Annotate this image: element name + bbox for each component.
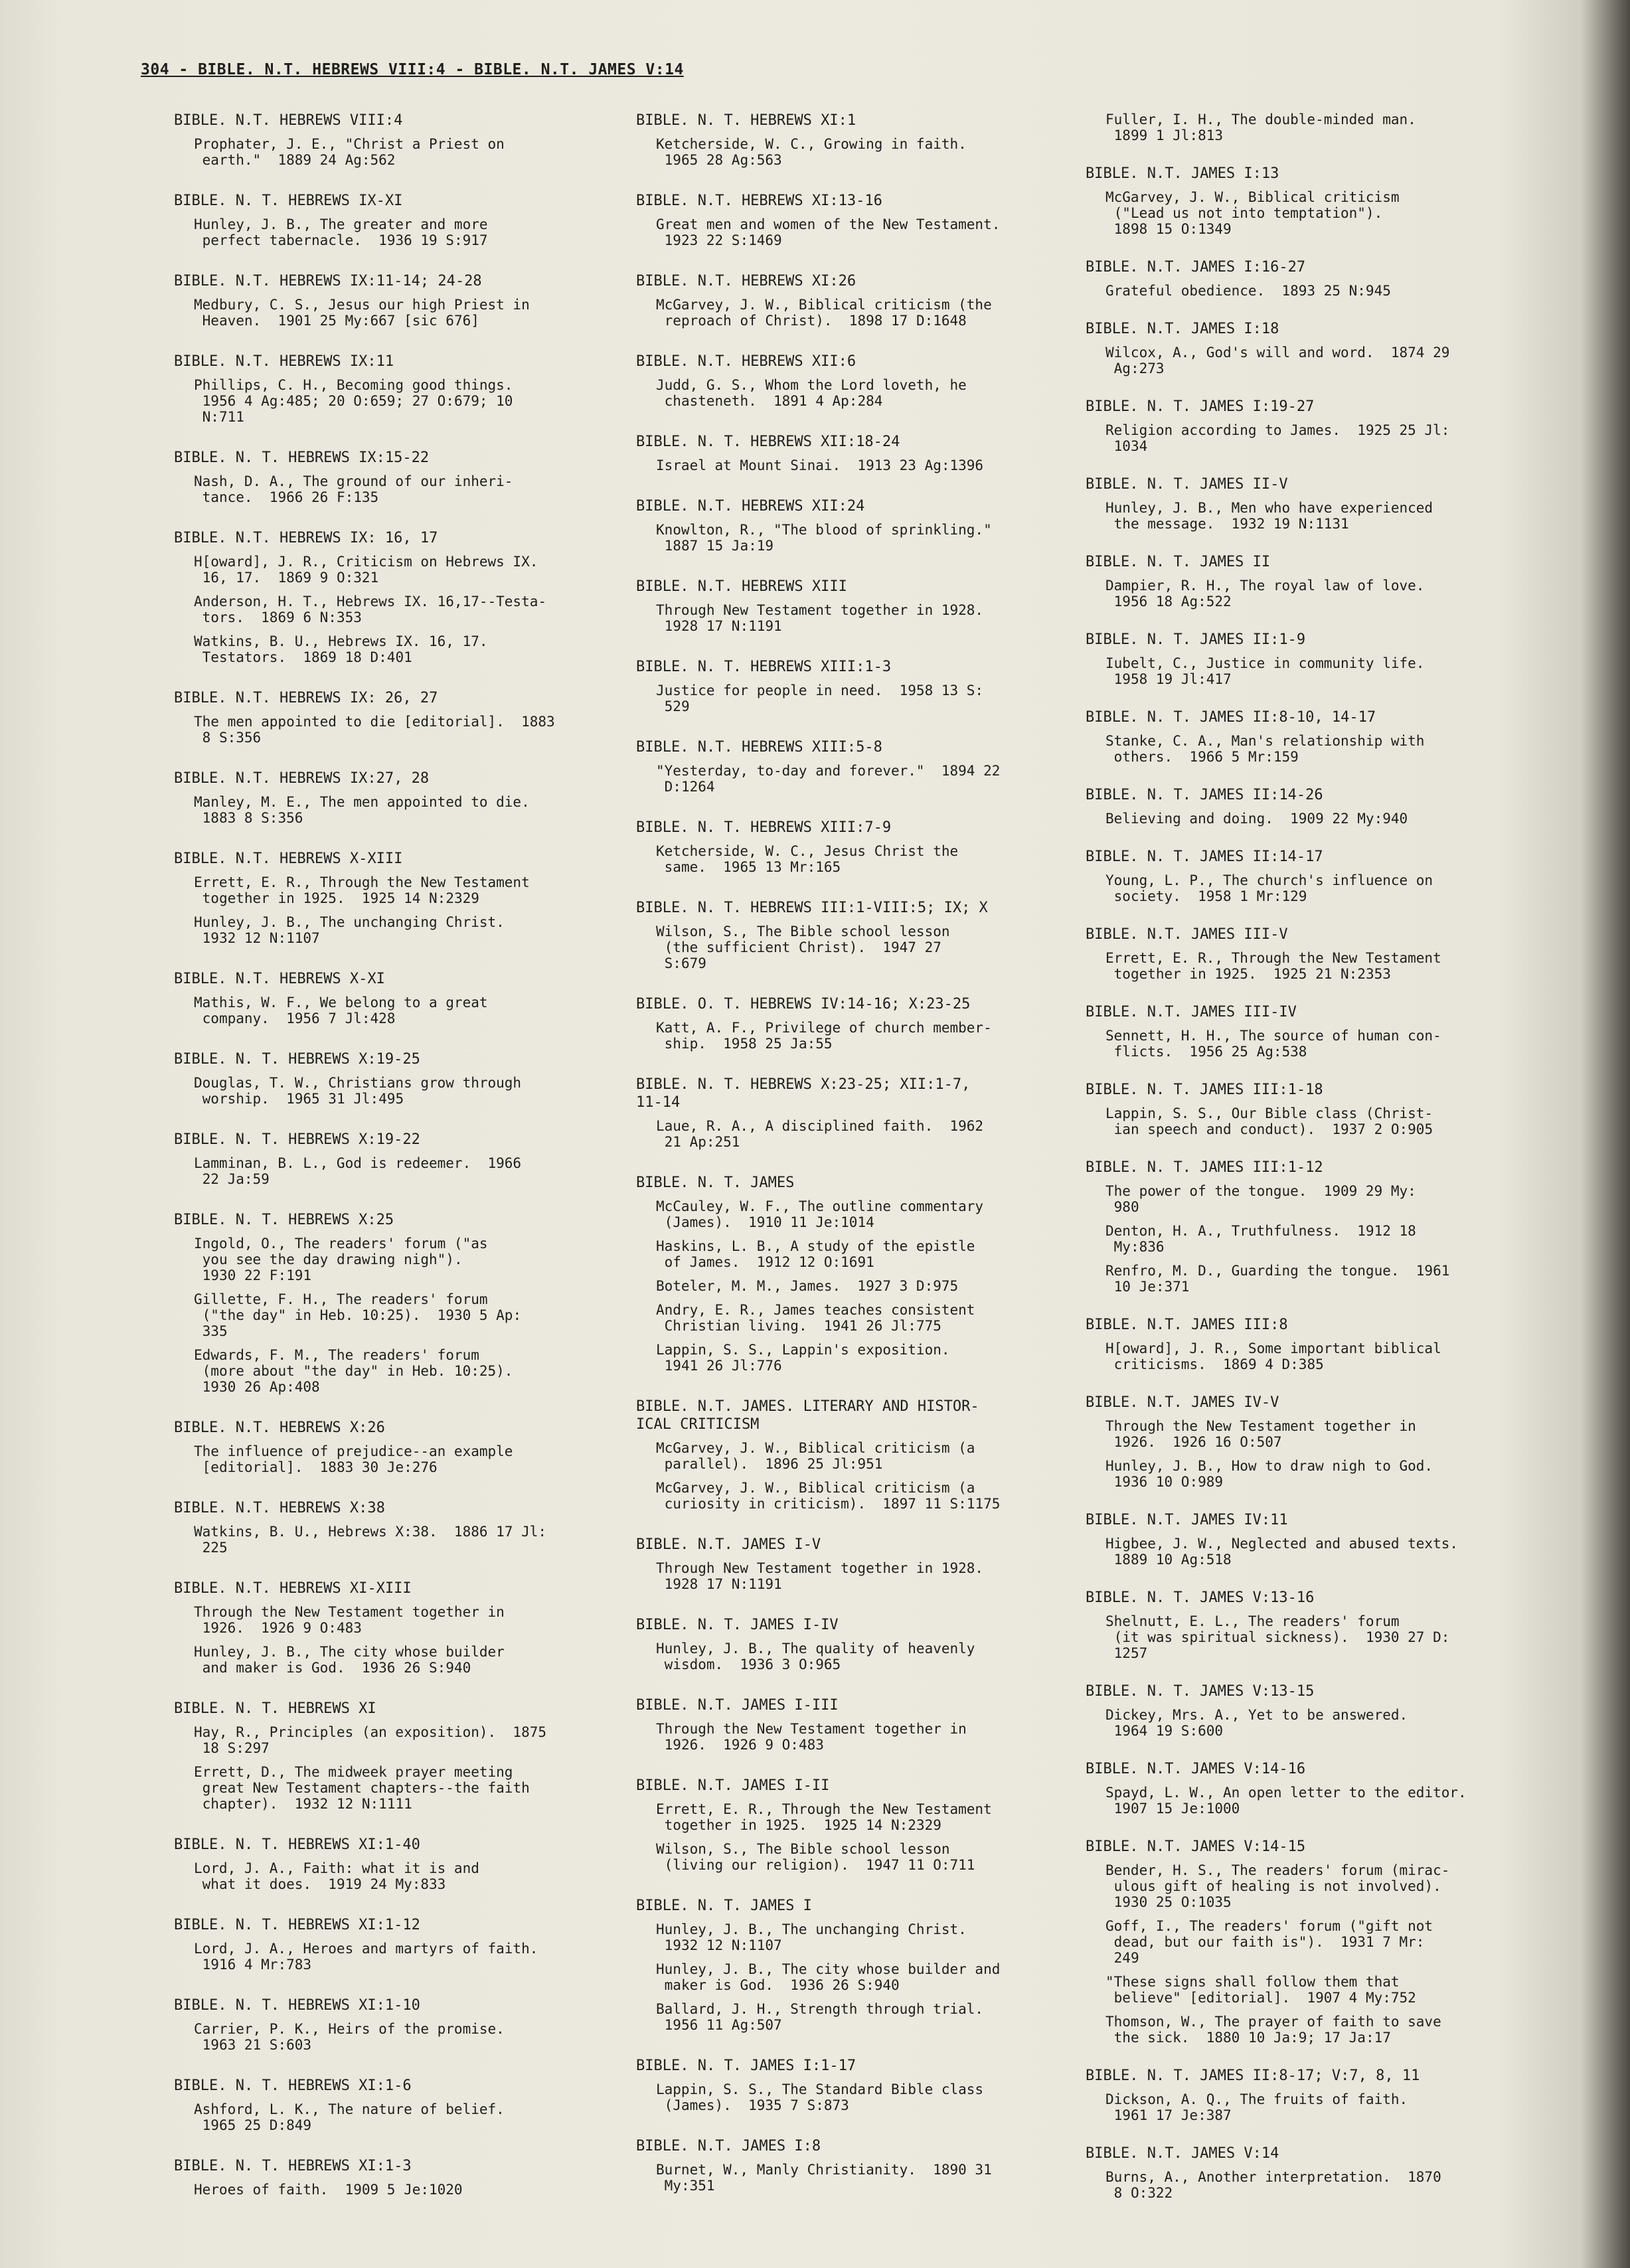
subject-heading: BIBLE. N. T. JAMES II:14-17: [1086, 849, 1323, 865]
citation: Thomson, W., The prayer of faith to save the sick. 1880 10 Ja:9; 17 Ja:17: [1105, 2014, 1441, 2046]
index-entry: [174, 1996, 599, 2053]
subject-heading: BIBLE. N. T. JAMES V:13-16: [1086, 1589, 1315, 1606]
subject-heading: BIBLE. N. T. HEBREWS IX-XI: [174, 193, 403, 209]
citation: Ketcherside, W. C., Growing in faith. 1965 28 Ag:563: [656, 136, 967, 168]
citation: Nash, D. A., The ground of our inheri- tance. 1966 26 F:135: [194, 473, 513, 505]
index-entry: [174, 529, 599, 665]
subject-heading: BIBLE. N.T. HEBREWS XI:26: [636, 273, 856, 289]
citation: Hunley, J. B., The city whose builder and maker is God. 1936 26 S:940: [656, 1961, 1001, 1993]
subject-heading: BIBLE. N. T. HEBREWS XI: [174, 1700, 376, 1717]
index-entry: [1086, 1003, 1537, 1060]
citation: H[oward], J. R., Some important biblical criticisms. 1869 4 D:385: [1105, 1340, 1441, 1372]
subject-heading: BIBLE. N.T. HEBREWS IX:11: [174, 353, 394, 370]
subject-heading: BIBLE. N.T. JAMES V:14: [1086, 2145, 1279, 2162]
index-entry: [174, 970, 599, 1026]
index-entry: [1086, 708, 1537, 765]
index-entry: [1086, 1589, 1537, 1661]
citation: Fuller, I. H., The double-minded man. 1899 1 Jl:813: [1105, 112, 1416, 143]
index-entry: [636, 1174, 1061, 1374]
citation: Stanke, C. A., Man's relationship with others. 1966 5 Mr:159: [1105, 733, 1425, 765]
citation: Errett, E. R., Through the New Testament together in 1925. 1925 14 N:2329: [194, 874, 530, 906]
index-entry: [1086, 631, 1537, 687]
citation: Higbee, J. W., Neglected and abused texts. 1889 10 Ag:518: [1105, 1536, 1459, 1568]
subject-heading: BIBLE. O. T. HEBREWS IV:14-16; X:23-25: [636, 996, 971, 1012]
index-entry: [636, 272, 1061, 329]
index-entry: [1086, 320, 1537, 376]
citation: Ketcherside, W. C., Jesus Christ the same. 1965 13 Mr:165: [656, 843, 959, 875]
subject-heading: BIBLE. N. T. HEBREWS XIII:7-9: [636, 819, 892, 836]
index-entry: [174, 850, 599, 946]
subject-heading: BIBLE. N.T. JAMES I:13: [1086, 165, 1279, 182]
index-entry: [174, 353, 599, 425]
index-entry: [1086, 2145, 1537, 2201]
citation: Lamminan, B. L., God is redeemer. 1966 22 Ja:59: [194, 1155, 522, 1187]
citation: McCauley, W. F., The outline commentary (James). 1910 11 Je:1014: [656, 1198, 984, 1230]
index-entry: [174, 272, 599, 329]
subject-heading: BIBLE. N. T. HEBREWS XI:1-10: [174, 1997, 420, 2014]
subject-heading: BIBLE. N. T. HEBREWS XI:1-12: [174, 1917, 420, 1933]
index-entry: [636, 1897, 1061, 2033]
index-entry: [636, 578, 1061, 634]
citation: Lappin, S. S., Lappin's exposition. 1941 26 Jl:776: [656, 1342, 950, 1374]
citation: Ashford, L. K., The nature of belief. 1965 25 D:849: [194, 2101, 505, 2133]
subject-heading: BIBLE. N.T. HEBREWS IX:11-14; 24-28: [174, 273, 482, 289]
citation: Through New Testament together in 1928. 1928 17 N:1191: [656, 602, 984, 634]
subject-heading: BIBLE. N. T. JAMES I:19-27: [1086, 398, 1315, 415]
citation: Medbury, C. S., Jesus our high Priest in Heaven. 1901 25 My:667 [sic 676]: [194, 297, 530, 329]
citation: Errett, E. R., Through the New Testament together in 1925. 1925 21 N:2353: [1105, 950, 1441, 982]
citation: Burns, A., Another interpretation. 1870 8 O:322: [1105, 2169, 1441, 2201]
index-entry: [636, 1616, 1061, 1672]
index-entry: [636, 192, 1061, 248]
citation: Errett, D., The midweek prayer meeting great New Testament chapters--the faith chapter). 1932 12 N:1111: [194, 1764, 530, 1812]
citation: Wilcox, A., God's will and word. 1874 29 Ag:273: [1105, 345, 1450, 376]
index-entry: [174, 770, 599, 826]
index-entry: [174, 449, 599, 505]
subject-heading: BIBLE. N. T. HEBREWS XI:1-3: [174, 2158, 412, 2174]
index-entry: [636, 353, 1061, 409]
subject-heading: BIBLE. N. T. JAMES I-IV: [636, 1617, 839, 1633]
citation: Laue, R. A., A disciplined faith. 1962 21 Ap:251: [656, 1118, 984, 1150]
citation: Through the New Testament together in 1926. 1926 16 O:507: [1105, 1418, 1416, 1450]
subject-heading: BIBLE. N.T. JAMES. LITERARY AND HISTOR- ICAL CRITICISM: [636, 1398, 979, 1433]
index-entry: [174, 1131, 599, 1187]
citation: Dickey, Mrs. A., Yet to be answered. 1964 19 S:600: [1105, 1707, 1408, 1739]
subject-heading: BIBLE. N. T. HEBREWS III:1-VIII:5; IX; X: [636, 900, 988, 916]
citation: Ballard, J. H., Strength through trial. 1956 11 Ag:507: [656, 2001, 984, 2033]
citation: "These signs shall follow them that believe" [editorial]. 1907 4 My:752: [1105, 1974, 1416, 2006]
citation: Iubelt, C., Justice in community life. 1958 19 Jl:417: [1105, 655, 1425, 687]
index-entry: [1086, 258, 1537, 299]
subject-heading: BIBLE. N. T. HEBREWS X:19-22: [174, 1131, 420, 1148]
index-entry: [1086, 475, 1537, 532]
citation: Andry, E. R., James teaches consistent Christian living. 1941 26 Jl:775: [656, 1302, 975, 1334]
subject-heading: BIBLE. N. T. HEBREWS X:19-25: [174, 1051, 420, 1068]
citation: Ingold, O., The readers' forum ("as you see the day drawing nigh"). 1930 22 F:191: [194, 1236, 488, 1283]
index-entry: [636, 2137, 1061, 2194]
citation: Justice for people in need. 1958 13 S: 529: [656, 683, 984, 714]
index-entry: [174, 1499, 599, 1556]
index-entry: [174, 689, 599, 746]
index-entry: [1086, 1316, 1537, 1372]
subject-heading: BIBLE. N.T. HEBREWS X:26: [174, 1419, 385, 1436]
citation: Burnet, W., Manly Christianity. 1890 31 My:351: [656, 2162, 992, 2194]
citation: Denton, H. A., Truthfulness. 1912 18 My:836: [1105, 1223, 1416, 1255]
citation: Hunley, J. B., The city whose builder and maker is God. 1936 26 S:940: [194, 1644, 505, 1676]
subject-heading: BIBLE. N. T. JAMES II:1-9: [1086, 631, 1306, 648]
citation: Hunley, J. B., The unchanging Christ. 1932 12 N:1107: [194, 914, 505, 946]
citation: Young, L. P., The church's influence on society. 1958 1 Mr:129: [1105, 872, 1433, 904]
subject-heading: BIBLE. N. T. HEBREWS XI:1-6: [174, 2077, 412, 2094]
subject-heading: BIBLE. N.T. HEBREWS XII:24: [636, 498, 865, 515]
index-entry: [1086, 2067, 1537, 2123]
citation: Lord, J. A., Heroes and martyrs of faith. 1916 4 Mr:783: [194, 1941, 538, 1973]
subject-heading: BIBLE. N.T. HEBREWS VIII:4: [174, 112, 403, 129]
citation: McGarvey, J. W., Biblical criticism (the reproach of Christ). 1898 17 D:1648: [656, 297, 992, 329]
index-column-2: [636, 112, 1061, 2218]
index-entry: [1086, 848, 1537, 904]
subject-heading: BIBLE. N. T. JAMES II-V: [1086, 476, 1288, 493]
citation: Hay, R., Principles (an exposition). 1875 18 S:297: [194, 1724, 547, 1756]
citation: Prophater, J. E., "Christ a Priest on earth." 1889 24 Ag:562: [194, 136, 505, 168]
citation: The influence of prejudice--an example [editorial]. 1883 30 Je:276: [194, 1443, 513, 1475]
citation: Great men and women of the New Testament. 1923 22 S:1469: [656, 216, 1001, 248]
citation: Lappin, S. S., Our Bible class (Christ- ian speech and conduct). 1937 2 O:905: [1105, 1105, 1433, 1137]
subject-heading: BIBLE. N.T. HEBREWS XI:13-16: [636, 193, 882, 209]
index-column-1: [174, 112, 599, 2222]
index-entry: [1086, 1394, 1537, 1490]
subject-heading: BIBLE. N. T. HEBREWS XII:18-24: [636, 434, 900, 450]
citation: Heroes of faith. 1909 5 Je:1020: [194, 2182, 463, 2198]
subject-heading: BIBLE. N.T. HEBREWS X-XI: [174, 971, 385, 987]
subject-heading: BIBLE. N.T. JAMES I-V: [636, 1536, 821, 1553]
index-entry: [1086, 1682, 1537, 1739]
index-entry: [174, 1211, 599, 1395]
citation: Gillette, F. H., The readers' forum ("the day" in Heb. 10:25). 1930 5 Ap: 335: [194, 1291, 522, 1339]
subject-heading: BIBLE. N. T. HEBREWS XI:1-40: [174, 1836, 420, 1853]
citation: Believing and doing. 1909 22 My:940: [1105, 811, 1408, 827]
index-entry: [636, 1696, 1061, 1753]
subject-heading: BIBLE. N. T. HEBREWS XI:1: [636, 112, 856, 129]
citation: Manley, M. E., The men appointed to die. 1883 8 S:356: [194, 794, 530, 826]
citation: Through the New Testament together in 1926. 1926 9 O:483: [656, 1721, 967, 1753]
subject-heading: BIBLE. N. T. JAMES V:13-15: [1086, 1683, 1315, 1700]
subject-heading: BIBLE. N.T. JAMES V:14-15: [1086, 1838, 1306, 1855]
citation: McGarvey, J. W., Biblical criticism (a curiosity in criticism). 1897 11 S:1175: [656, 1480, 1001, 1512]
index-entry: [636, 1536, 1061, 1592]
citation: Edwards, F. M., The readers' forum (more about "the day" in Heb. 10:25). 1930 26 Ap:408: [194, 1347, 513, 1395]
citation: Hunley, J. B., The quality of heavenly wisdom. 1936 3 O:965: [656, 1641, 975, 1672]
citation: Goff, I., The readers' forum ("gift not dead, but our faith is"). 1931 7 Mr: 249: [1105, 1918, 1433, 1966]
subject-heading: BIBLE. N. T. HEBREWS X:25: [174, 1212, 394, 1228]
citation: Religion according to James. 1925 25 Jl: 1034: [1105, 422, 1450, 454]
subject-heading: BIBLE. N.T. JAMES I-II: [636, 1777, 830, 1794]
index-entry: [636, 2057, 1061, 2113]
subject-heading: BIBLE. N.T. JAMES III-V: [1086, 926, 1288, 943]
index-entry: [1086, 786, 1537, 827]
index-entry: [1086, 1511, 1537, 1568]
index-entry: [636, 1076, 1061, 1150]
citation: Lappin, S. S., The Standard Bible class (James). 1935 7 S:873: [656, 2081, 984, 2113]
citation: Through New Testament together in 1928. 1928 17 N:1191: [656, 1560, 984, 1592]
citation: Errett, E. R., Through the New Testament together in 1925. 1925 14 N:2329: [656, 1801, 992, 1833]
subject-heading: BIBLE. N. T. JAMES III:1-12: [1086, 1159, 1323, 1176]
citation: Hunley, J. B., Men who have experienced the message. 1932 19 N:1131: [1105, 500, 1433, 532]
subject-heading: BIBLE. N. T. JAMES: [636, 1174, 795, 1191]
citation: Lord, J. A., Faith: what it is and what it does. 1919 24 My:833: [194, 1860, 479, 1892]
index-entry: [1086, 926, 1537, 982]
index-entry: [174, 1419, 599, 1475]
citation: Boteler, M. M., James. 1927 3 D:975: [656, 1278, 959, 1294]
subject-heading: BIBLE. N. T. JAMES III:1-18: [1086, 1082, 1323, 1098]
subject-heading: BIBLE. N.T. JAMES IV-V: [1086, 1394, 1279, 1411]
subject-heading: BIBLE. N.T. JAMES III:8: [1086, 1317, 1288, 1333]
subject-heading: BIBLE. N.T. JAMES I:18: [1086, 321, 1279, 337]
index-entry: [636, 819, 1061, 875]
index-entry: [174, 112, 599, 168]
citation: Hunley, J. B., How to draw nigh to God. 1936 10 O:989: [1105, 1458, 1433, 1490]
index-entry: [636, 1398, 1061, 1512]
citation: Wilson, S., The Bible school lesson (the sufficient Christ). 1947 27 S:679: [656, 924, 950, 971]
running-head: 304 - BIBLE. N.T. HEBREWS VIII:4 - BIBLE. N.T. JAMES V:14: [141, 61, 684, 78]
subject-heading: BIBLE. N.T. HEBREWS XIII: [636, 578, 847, 595]
index-entry: [1086, 165, 1537, 237]
citation: Watkins, B. U., Hebrews IX. 16, 17. Testators. 1869 18 D:401: [194, 633, 488, 665]
index-entry: [1086, 553, 1537, 609]
subject-heading: BIBLE. N.T. JAMES I:16-27: [1086, 259, 1306, 276]
subject-heading: BIBLE. N.T. JAMES III-IV: [1086, 1004, 1297, 1020]
index-entry: [636, 738, 1061, 795]
index-entry: [636, 658, 1061, 714]
subject-heading: BIBLE. N. T. JAMES II:8-17; V:7, 8, 11: [1086, 2067, 1420, 2084]
citation: H[oward], J. R., Criticism on Hebrews IX. 16, 17. 1869 9 O:321: [194, 554, 538, 586]
index-entry: [636, 1777, 1061, 1873]
index-entry: [174, 192, 599, 248]
citation: McGarvey, J. W., Biblical criticism ("Lead us not into temptation"). 1898 15 O:1349: [1105, 189, 1400, 237]
index-entry: [174, 2077, 599, 2133]
subject-heading: BIBLE. N. T. JAMES II:14-26: [1086, 787, 1323, 803]
subject-heading: BIBLE. N.T. JAMES IV:11: [1086, 1512, 1288, 1528]
citation: Wilson, S., The Bible school lesson (living our religion). 1947 11 O:711: [656, 1841, 975, 1873]
subject-heading: BIBLE. N. T. JAMES II:8-10, 14-17: [1086, 709, 1376, 726]
citation: Dampier, R. H., The royal law of love. 1956 18 Ag:522: [1105, 578, 1425, 609]
index-entry: [1086, 1760, 1537, 1817]
citation: Bender, H. S., The readers' forum (mirac- ulous gift of healing is not involved). 1930 25 O:1035: [1105, 1862, 1450, 1910]
citation: Douglas, T. W., Christians grow through worship. 1965 31 Jl:495: [194, 1075, 522, 1107]
citation: Dickson, A. Q., The fruits of faith. 1961 17 Je:387: [1105, 2091, 1408, 2123]
index-entry: [636, 433, 1061, 473]
subject-heading: BIBLE. N.T. JAMES I-III: [636, 1697, 839, 1714]
subject-heading: BIBLE. N.T. HEBREWS IX:27, 28: [174, 770, 430, 787]
index-entry: [1086, 1081, 1537, 1137]
citation: Katt, A. F., Privilege of church member- ship. 1958 25 Ja:55: [656, 1020, 992, 1052]
subject-heading: BIBLE. N. T. HEBREWS IX:15-22: [174, 449, 430, 466]
citation: Sennett, H. H., The source of human con- flicts. 1956 25 Ag:538: [1105, 1028, 1441, 1060]
subject-heading: BIBLE. N.T. HEBREWS XI-XIII: [174, 1580, 412, 1597]
citation: Through the New Testament together in 1926. 1926 9 O:483: [194, 1604, 505, 1636]
citation: Phillips, C. H., Becoming good things. 1956 4 Ag:485; 20 O:659; 27 O:679; 10 N:711: [194, 377, 513, 425]
citation: Grateful obedience. 1893 25 N:945: [1105, 283, 1391, 299]
citation: Shelnutt, E. L., The readers' forum (it was spiritual sickness). 1930 27 D: 1257: [1105, 1613, 1450, 1661]
citation: The power of the tongue. 1909 29 My: 980: [1105, 1183, 1416, 1215]
citation: Renfro, M. D., Guarding the tongue. 1961 10 Je:371: [1105, 1263, 1450, 1295]
citation: Spayd, L. W., An open letter to the editor. 1907 15 Je:1000: [1105, 1785, 1467, 1817]
subject-heading: BIBLE. N.T. JAMES I:8: [636, 2138, 821, 2154]
index-column-3: [1086, 112, 1537, 2222]
citation: Carrier, P. K., Heirs of the promise. 1963 21 S:603: [194, 2021, 505, 2053]
citation: Mathis, W. F., We belong to a great company. 1956 7 Jl:428: [194, 995, 488, 1026]
index-entry: [636, 112, 1061, 168]
index-entry: [636, 497, 1061, 554]
citation: Israel at Mount Sinai. 1913 23 Ag:1396: [656, 457, 984, 473]
citation: "Yesterday, to-day and forever." 1894 22 D:1264: [656, 763, 1001, 795]
subject-heading: BIBLE. N.T. JAMES V:14-16: [1086, 1761, 1306, 1777]
subject-heading: BIBLE. N.T. HEBREWS XII:6: [636, 353, 856, 370]
index-entry: [636, 995, 1061, 1052]
index-entry: [1086, 1159, 1537, 1295]
index-entry: [1086, 398, 1537, 454]
citation: Haskins, L. B., A study of the epistle of James. 1912 12 O:1691: [656, 1238, 975, 1270]
citation: Knowlton, R., "The blood of sprinkling." 1887 15 Ja:19: [656, 522, 992, 554]
subject-heading: BIBLE. N.T. HEBREWS XIII:5-8: [636, 739, 882, 756]
index-entry: [174, 1836, 599, 1892]
subject-heading: BIBLE. N.T. HEBREWS IX: 26, 27: [174, 690, 438, 706]
citation: Hunley, J. B., The greater and more perfect tabernacle. 1936 19 S:917: [194, 216, 488, 248]
citation: McGarvey, J. W., Biblical criticism (a parallel). 1896 25 Jl:951: [656, 1440, 975, 1472]
citation: Hunley, J. B., The unchanging Christ. 1932 12 N:1107: [656, 1921, 967, 1953]
index-entry: [1086, 1838, 1537, 2046]
index-entry: [1086, 112, 1537, 143]
subject-heading: BIBLE. N. T. JAMES I: [636, 1898, 812, 1914]
citation: Watkins, B. U., Hebrews X:38. 1886 17 Jl: 225: [194, 1524, 547, 1556]
subject-heading: BIBLE. N. T. JAMES II: [1086, 554, 1271, 570]
index-entry: [174, 1916, 599, 1973]
index-entry: [174, 1700, 599, 1812]
index-entry: [174, 2157, 599, 2198]
subject-heading: BIBLE. N.T. HEBREWS X:38: [174, 1500, 385, 1516]
index-entry: [174, 1580, 599, 1676]
subject-heading: BIBLE. N.T. HEBREWS X-XIII: [174, 850, 403, 867]
citation: Anderson, H. T., Hebrews IX. 16,17--Testa- tors. 1869 6 N:353: [194, 594, 547, 625]
subject-heading: BIBLE. N. T. HEBREWS X:23-25; XII:1-7, 11-14: [636, 1076, 971, 1111]
subject-heading: BIBLE. N.T. HEBREWS IX: 16, 17: [174, 530, 438, 546]
index-entry: [636, 899, 1061, 971]
index-entry: [174, 1050, 599, 1107]
subject-heading: BIBLE. N. T. HEBREWS XIII:1-3: [636, 659, 892, 675]
citation: The men appointed to die [editorial]. 1883 8 S:356: [194, 714, 555, 746]
subject-heading: BIBLE. N. T. JAMES I:1-17: [636, 2058, 856, 2074]
citation: Judd, G. S., Whom the Lord loveth, he chasteneth. 1891 4 Ap:284: [656, 377, 967, 409]
